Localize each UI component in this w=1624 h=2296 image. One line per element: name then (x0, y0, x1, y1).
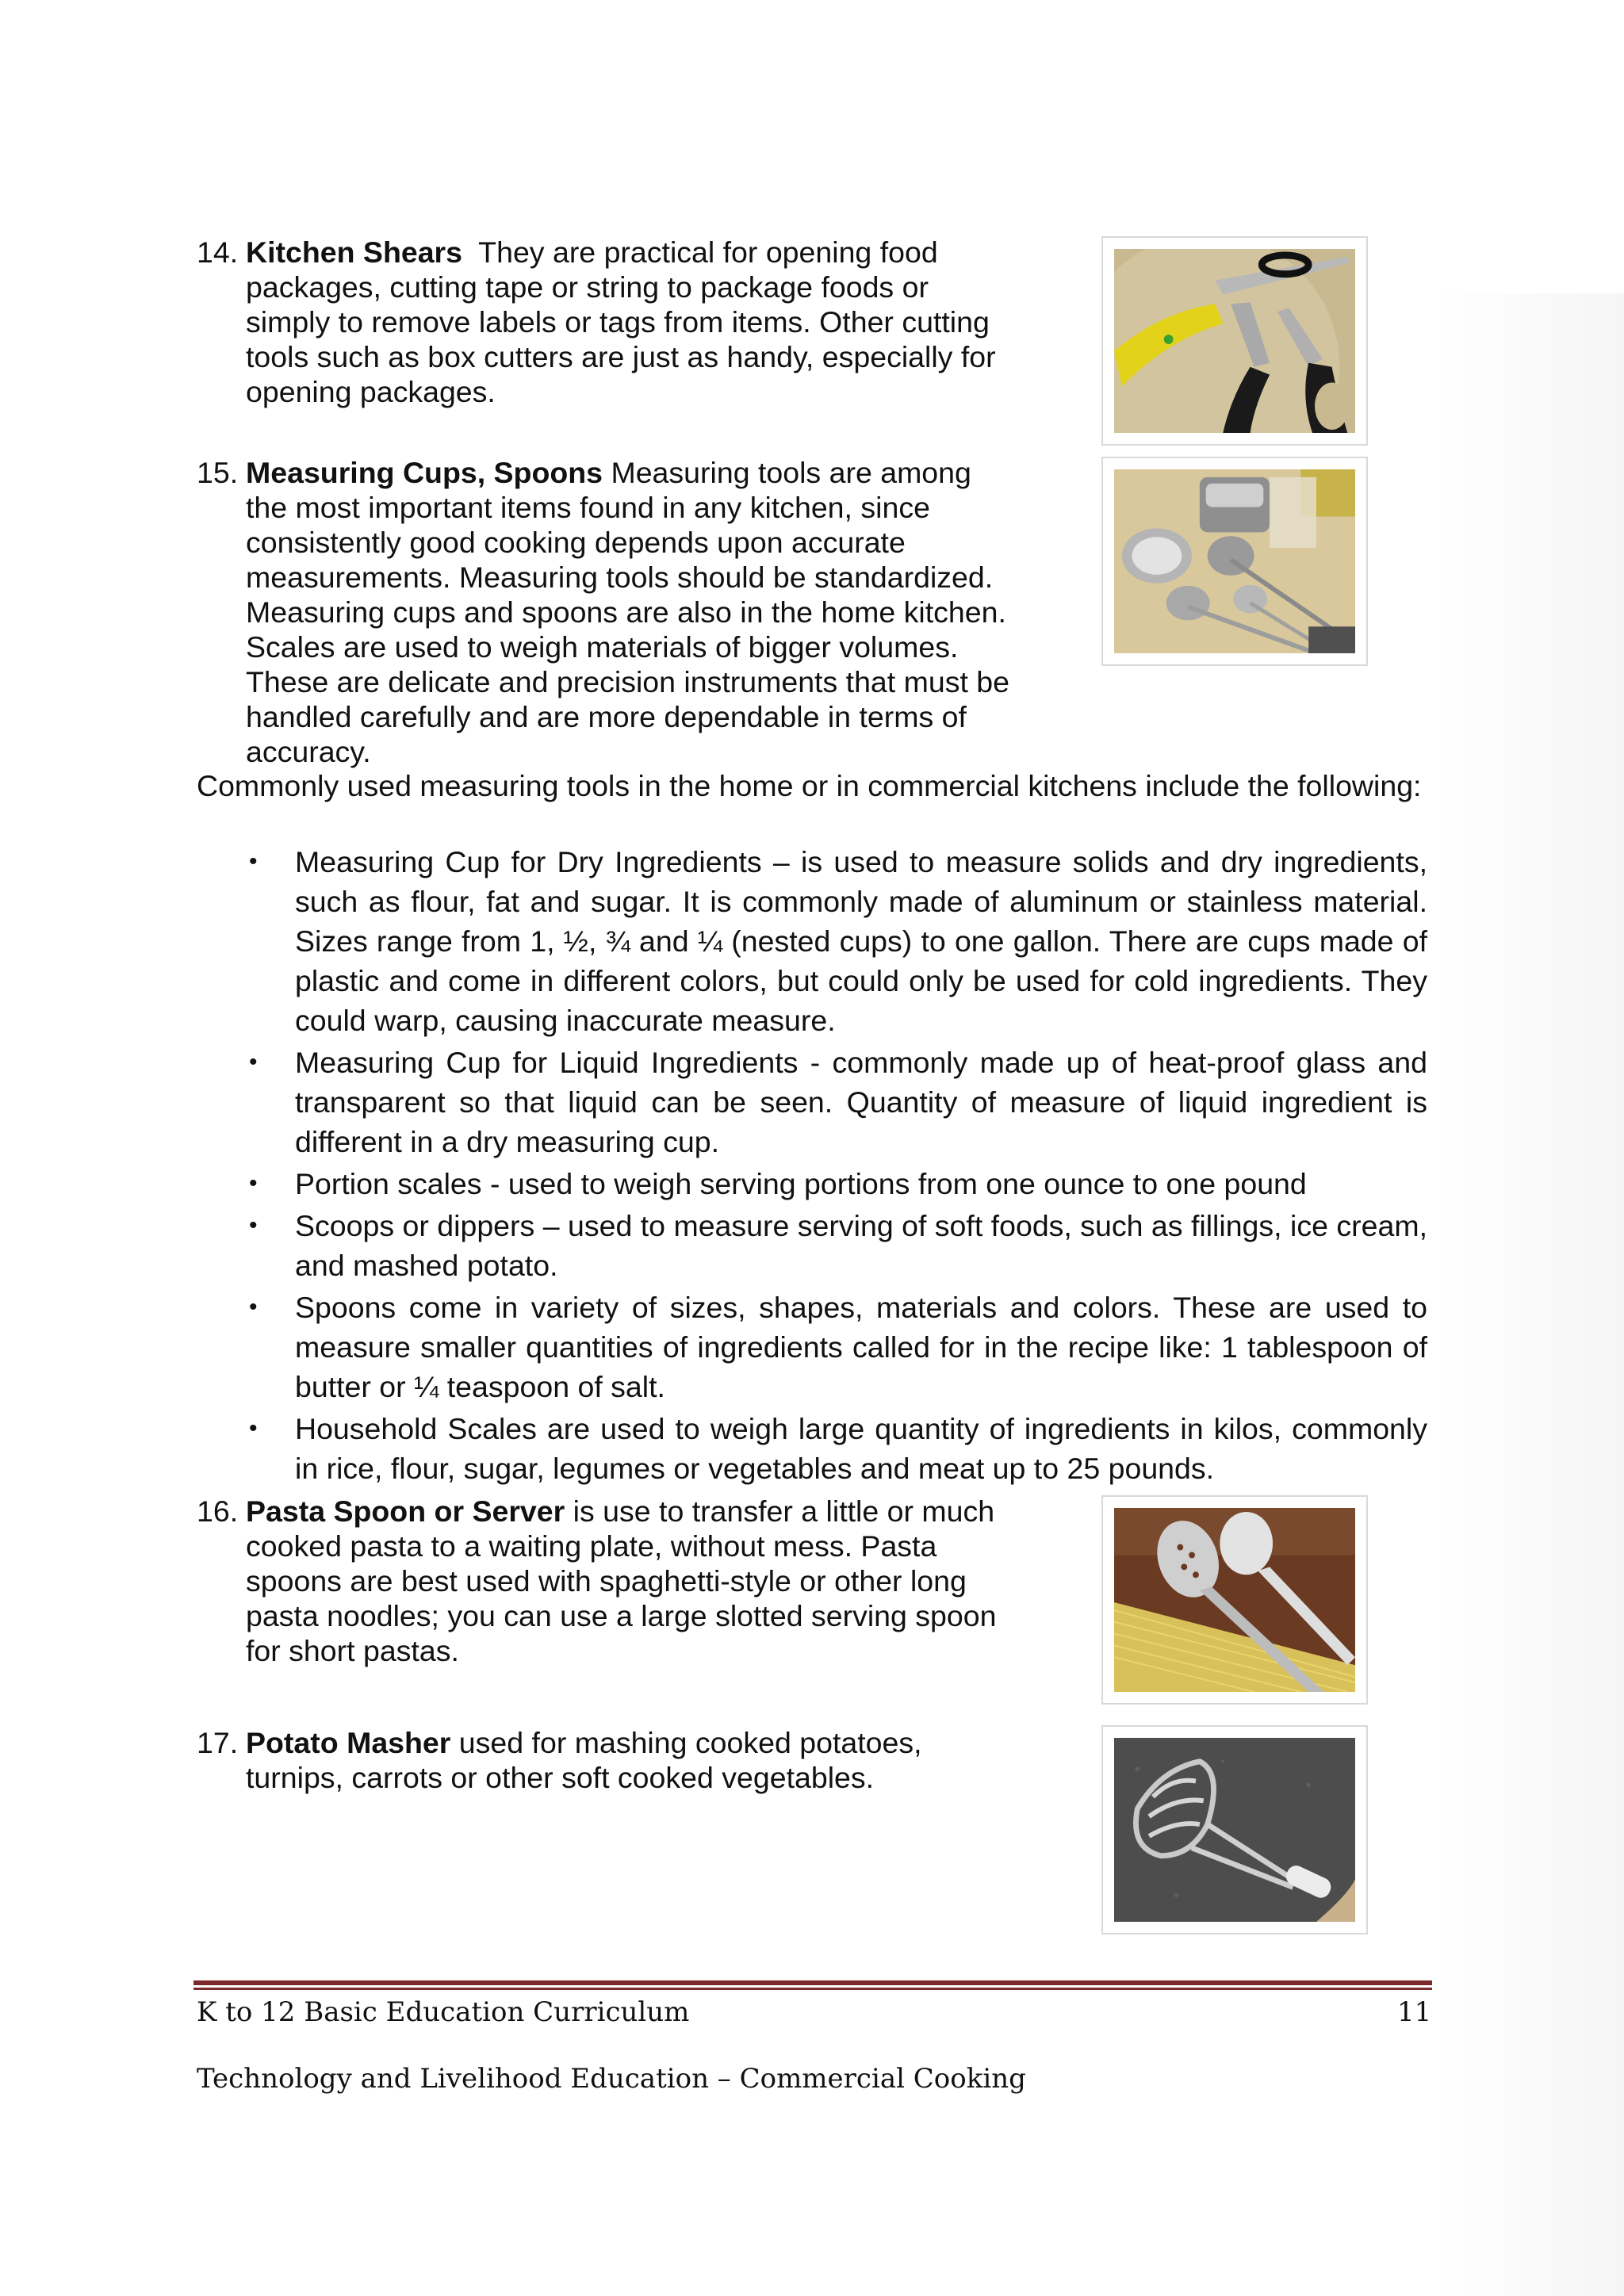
measuring-cups-photo (1101, 457, 1368, 666)
list-item-text: Household Scales are used to weigh large quantity of ingredients in kilos, commonly in rice, flour, sugar, legumes or vegetables and meat up to 25 pounds. (295, 1412, 1427, 1485)
list-item-text: Spoons come in variety of sizes, shapes, materials and colors. These are used to measure smaller quantities of ingredients called for in the recipe like: 1 tablespoon of butter or ¼ teaspoon of salt. (295, 1291, 1427, 1403)
item-text: simply to remove labels or tags from items. Other cutting (246, 305, 990, 339)
item-text: measurements. Measuring tools should be standardized. (246, 561, 994, 594)
pasta-spoon-image (1114, 1508, 1355, 1692)
bullet-icon: • (249, 1415, 258, 1441)
item-measuring-cups-spoons (197, 455, 1009, 769)
potato-masher-image (1114, 1738, 1355, 1922)
page-edge-shade (1435, 293, 1624, 2296)
item-text: accuracy. (246, 735, 371, 768)
item-potato-masher (197, 1725, 922, 1795)
item-text: packages, cutting tape or string to package foods or (246, 270, 929, 304)
list-item (197, 842, 1427, 1040)
measuring-cups-image (1114, 469, 1355, 653)
item-first-line (246, 455, 1009, 490)
item-text: tools such as box cutters are just as handy, especially for (246, 340, 996, 373)
item-number: 14. (197, 235, 239, 269)
footer-curriculum: K to 12 Basic Education Curriculum (197, 1996, 690, 2028)
potato-masher-photo (1101, 1725, 1368, 1934)
item-text: is use to transfer a little or much (565, 1494, 995, 1528)
item-text: These are delicate and precision instruments that must be (246, 665, 1010, 698)
item-number: 16. (197, 1494, 239, 1528)
item-first-line (246, 1494, 996, 1529)
footer-subject: Technology and Livelihood Education – Commercial Cooking (197, 2063, 1026, 2095)
kitchen-shears-photo (1101, 236, 1368, 446)
list-item (197, 1288, 1427, 1406)
item-number: 15. (197, 456, 239, 489)
item-number: 17. (197, 1726, 239, 1759)
bullet-icon: • (249, 1049, 258, 1075)
item-first-line (246, 235, 996, 270)
footer-page-number: 11 (1397, 1996, 1432, 2028)
footer-rule (193, 1980, 1432, 1990)
item-text: Measuring tools are among (603, 456, 971, 489)
item-kitchen-shears (197, 235, 996, 409)
item-text: opening packages. (246, 375, 496, 408)
item-title: Kitchen Shears (246, 235, 463, 269)
list-item (197, 1164, 1427, 1203)
item-text: Scales are used to weigh materials of bigger volumes. (246, 630, 959, 664)
item-text: for short pastas. (246, 1634, 459, 1667)
bullet-icon: • (249, 1170, 258, 1196)
intro-paragraph: Commonly used measuring tools in the home or in commercial kitchens include the following: (197, 769, 1422, 802)
measuring-tools-list (197, 842, 1427, 1490)
pasta-spoon-photo (1101, 1495, 1368, 1705)
bullet-icon: • (249, 1212, 258, 1238)
item-text: cooked pasta to a waiting plate, without mess. Pasta (246, 1529, 937, 1563)
item-title: Pasta Spoon or Server (246, 1494, 565, 1528)
item-pasta-spoon (197, 1494, 996, 1668)
item-text: handled carefully and are more dependable in terms of (246, 700, 967, 733)
list-item-text: Measuring Cup for Liquid Ingredients - commonly made up of heat-proof glass and transparent so that liquid can be seen. Quantity of measure of liquid ingredient is different in a dry measuring cup. (295, 1046, 1427, 1158)
list-item (197, 1409, 1427, 1488)
bullet-icon: • (249, 1294, 258, 1320)
item-text: consistently good cooking depends upon accurate (246, 526, 906, 559)
list-item-text: Measuring Cup for Dry Ingredients – is used to measure solids and dry ingredients, such as flour, fat and sugar. It is commonly made of aluminum or stainless material. Sizes range from 1, ½, ¾ and ¼ (nested cups) to one gallon. There are cups made of plastic and come in different colors, but could only be used for cold ingredients. They could warp, causing inaccurate measure. (295, 845, 1427, 1037)
item-title: Potato Masher (246, 1726, 451, 1759)
item-first-line (246, 1725, 922, 1760)
item-text: pasta noodles; you can use a large slotted serving spoon (246, 1599, 997, 1632)
item-text: turnips, carrots or other soft cooked vegetables. (246, 1761, 875, 1794)
bullet-icon: • (249, 848, 258, 874)
item-title: Measuring Cups, Spoons (246, 456, 603, 489)
item-text: spoons are best used with spaghetti-style or other long (246, 1564, 967, 1598)
item-text: They are practical for opening food (462, 235, 938, 269)
item-text: Measuring cups and spoons are also in the home kitchen. (246, 595, 1006, 629)
list-item (197, 1206, 1427, 1285)
list-item (197, 1043, 1427, 1161)
list-item-text: Scoops or dippers – used to measure serving of soft foods, such as fillings, ice cream, and mashed potato. (295, 1209, 1427, 1282)
item-text: the most important items found in any kitchen, since (246, 491, 930, 524)
kitchen-shears-image (1114, 249, 1355, 433)
item-text: used for mashing cooked potatoes, (450, 1726, 922, 1759)
list-item-text: Portion scales - used to weigh serving portions from one ounce to one pound (295, 1167, 1307, 1200)
